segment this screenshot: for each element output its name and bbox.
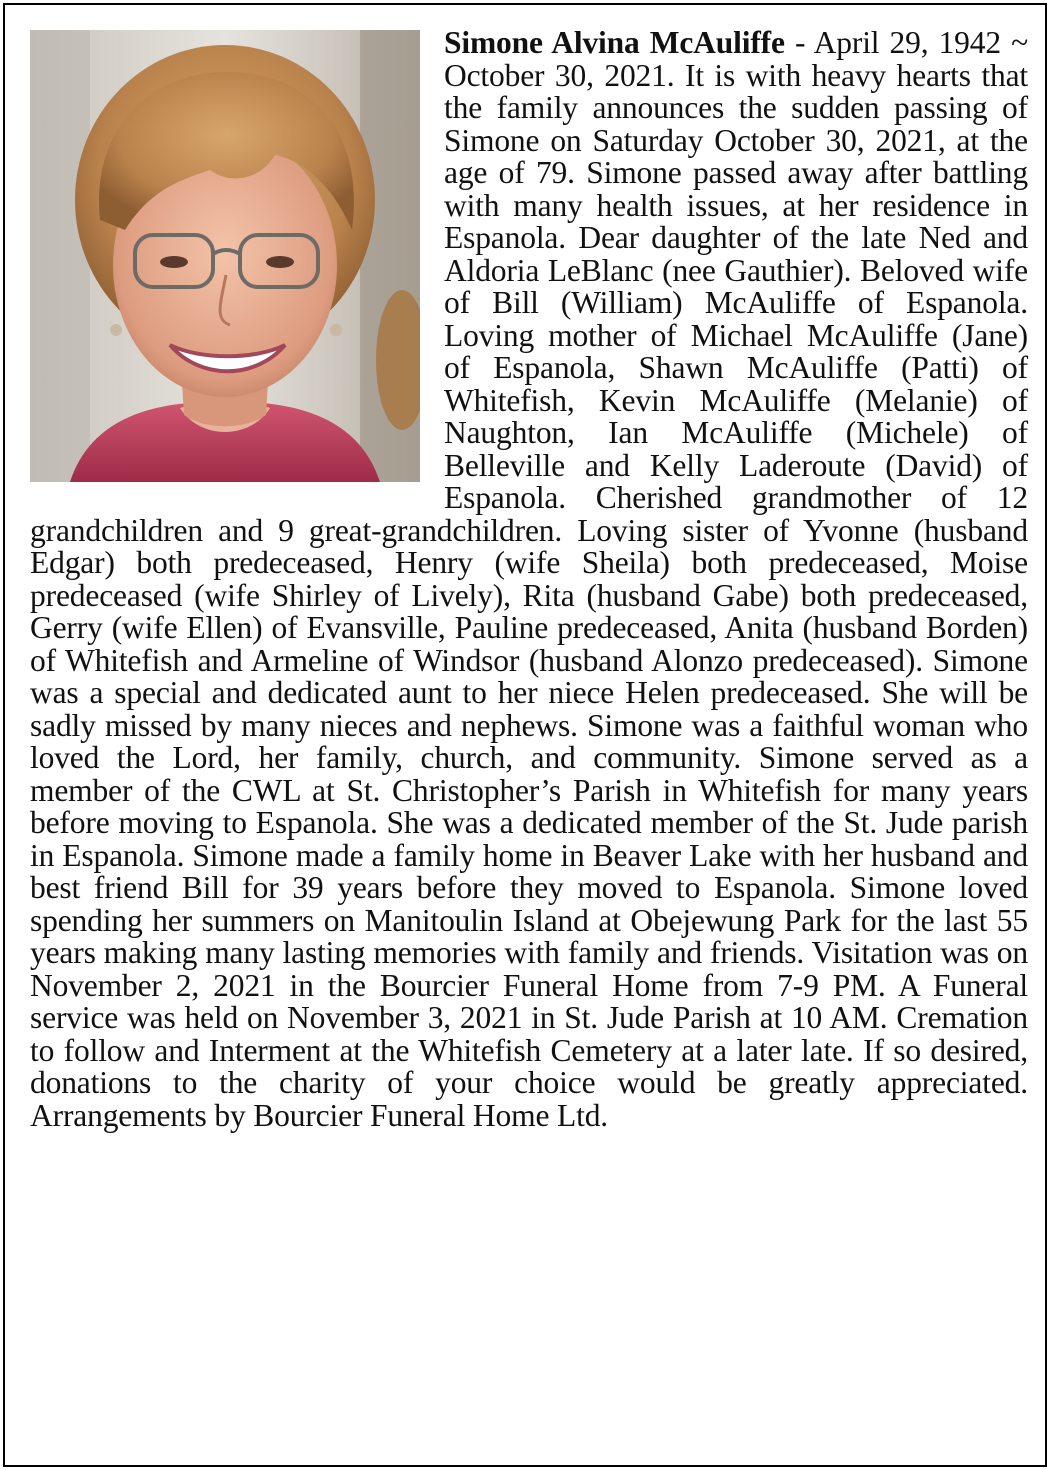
obituary-content bbox=[30, 27, 1028, 1132]
obituary-notice bbox=[3, 3, 1047, 1467]
portrait-photo bbox=[30, 30, 420, 482]
portrait-illustration bbox=[30, 30, 420, 482]
deceased-name: Simone Alvina McAuliffe bbox=[444, 25, 785, 60]
obituary-body: - April 29, 1942 ~ October 30, 2021. It is with heavy hearts that the family announces the sudden passing of Simone on Saturday October 30, 2021, at the age of 79. Simone passed away after battling with many health issues, at her residence in Espanola. Dear daughter of the late Ned and Aldoria LeBlanc (nee Gauthier). Beloved wife of Bill (William) McAuliffe of Espanola. Loving mother of Michael McAuliffe (Jane) of Espanola, Shawn McAuliffe (Patti) of Whitefish, Kevin McAuliffe (Melanie) of Naughton, Ian McAuliffe (Michele) of Belleville and Kelly Laderoute (David) of Espanola. Cherished grandmother of 12 grandchildren and 9 great-grandchildren. Loving sister of Yvonne (husband Edgar) both predeceased, Henry (wife Sheila) both predeceased, Moise predeceased (wife Shirley of Lively), Rita (husband Gabe) both predeceased, Gerry (wife Ellen) of Evansville, Pauline predeceased, Anita (husband Borden) of Whitefish and Armeline of Windsor (husband Alonzo predeceased). Simone was a special and dedicated aunt to her niece Helen predeceased. She will be sadly missed by many nieces and nephews. Simone was a faithful woman who loved the Lord, her family, church, and community. Simone served as a member of the CWL at St. Christopher’s Parish in Whitefish for many years before moving to Espanola. She was a dedicated member of the St. Jude parish in Espanola. Simone made a family home in Beaver Lake with her husband and best friend Bill for 39 years before they moved to Espanola. Simone loved spending her summers on Manitoulin Island at Obejewung Park for the last 55 years making many lasting memories with family and friends. Visitation was on November 2, 2021 in the Bourcier Funeral Home from 7-9 PM. A Funeral service was held on November 3, 2021 in St. Jude Parish at 10 AM. Cremation to follow and Interment at the Whitefish Cemetery at a later late. If so desired, donations to the charity of your choice would be greatly appreciated. Arrangements by Bourcier Funeral Home Ltd. bbox=[30, 25, 1028, 1133]
